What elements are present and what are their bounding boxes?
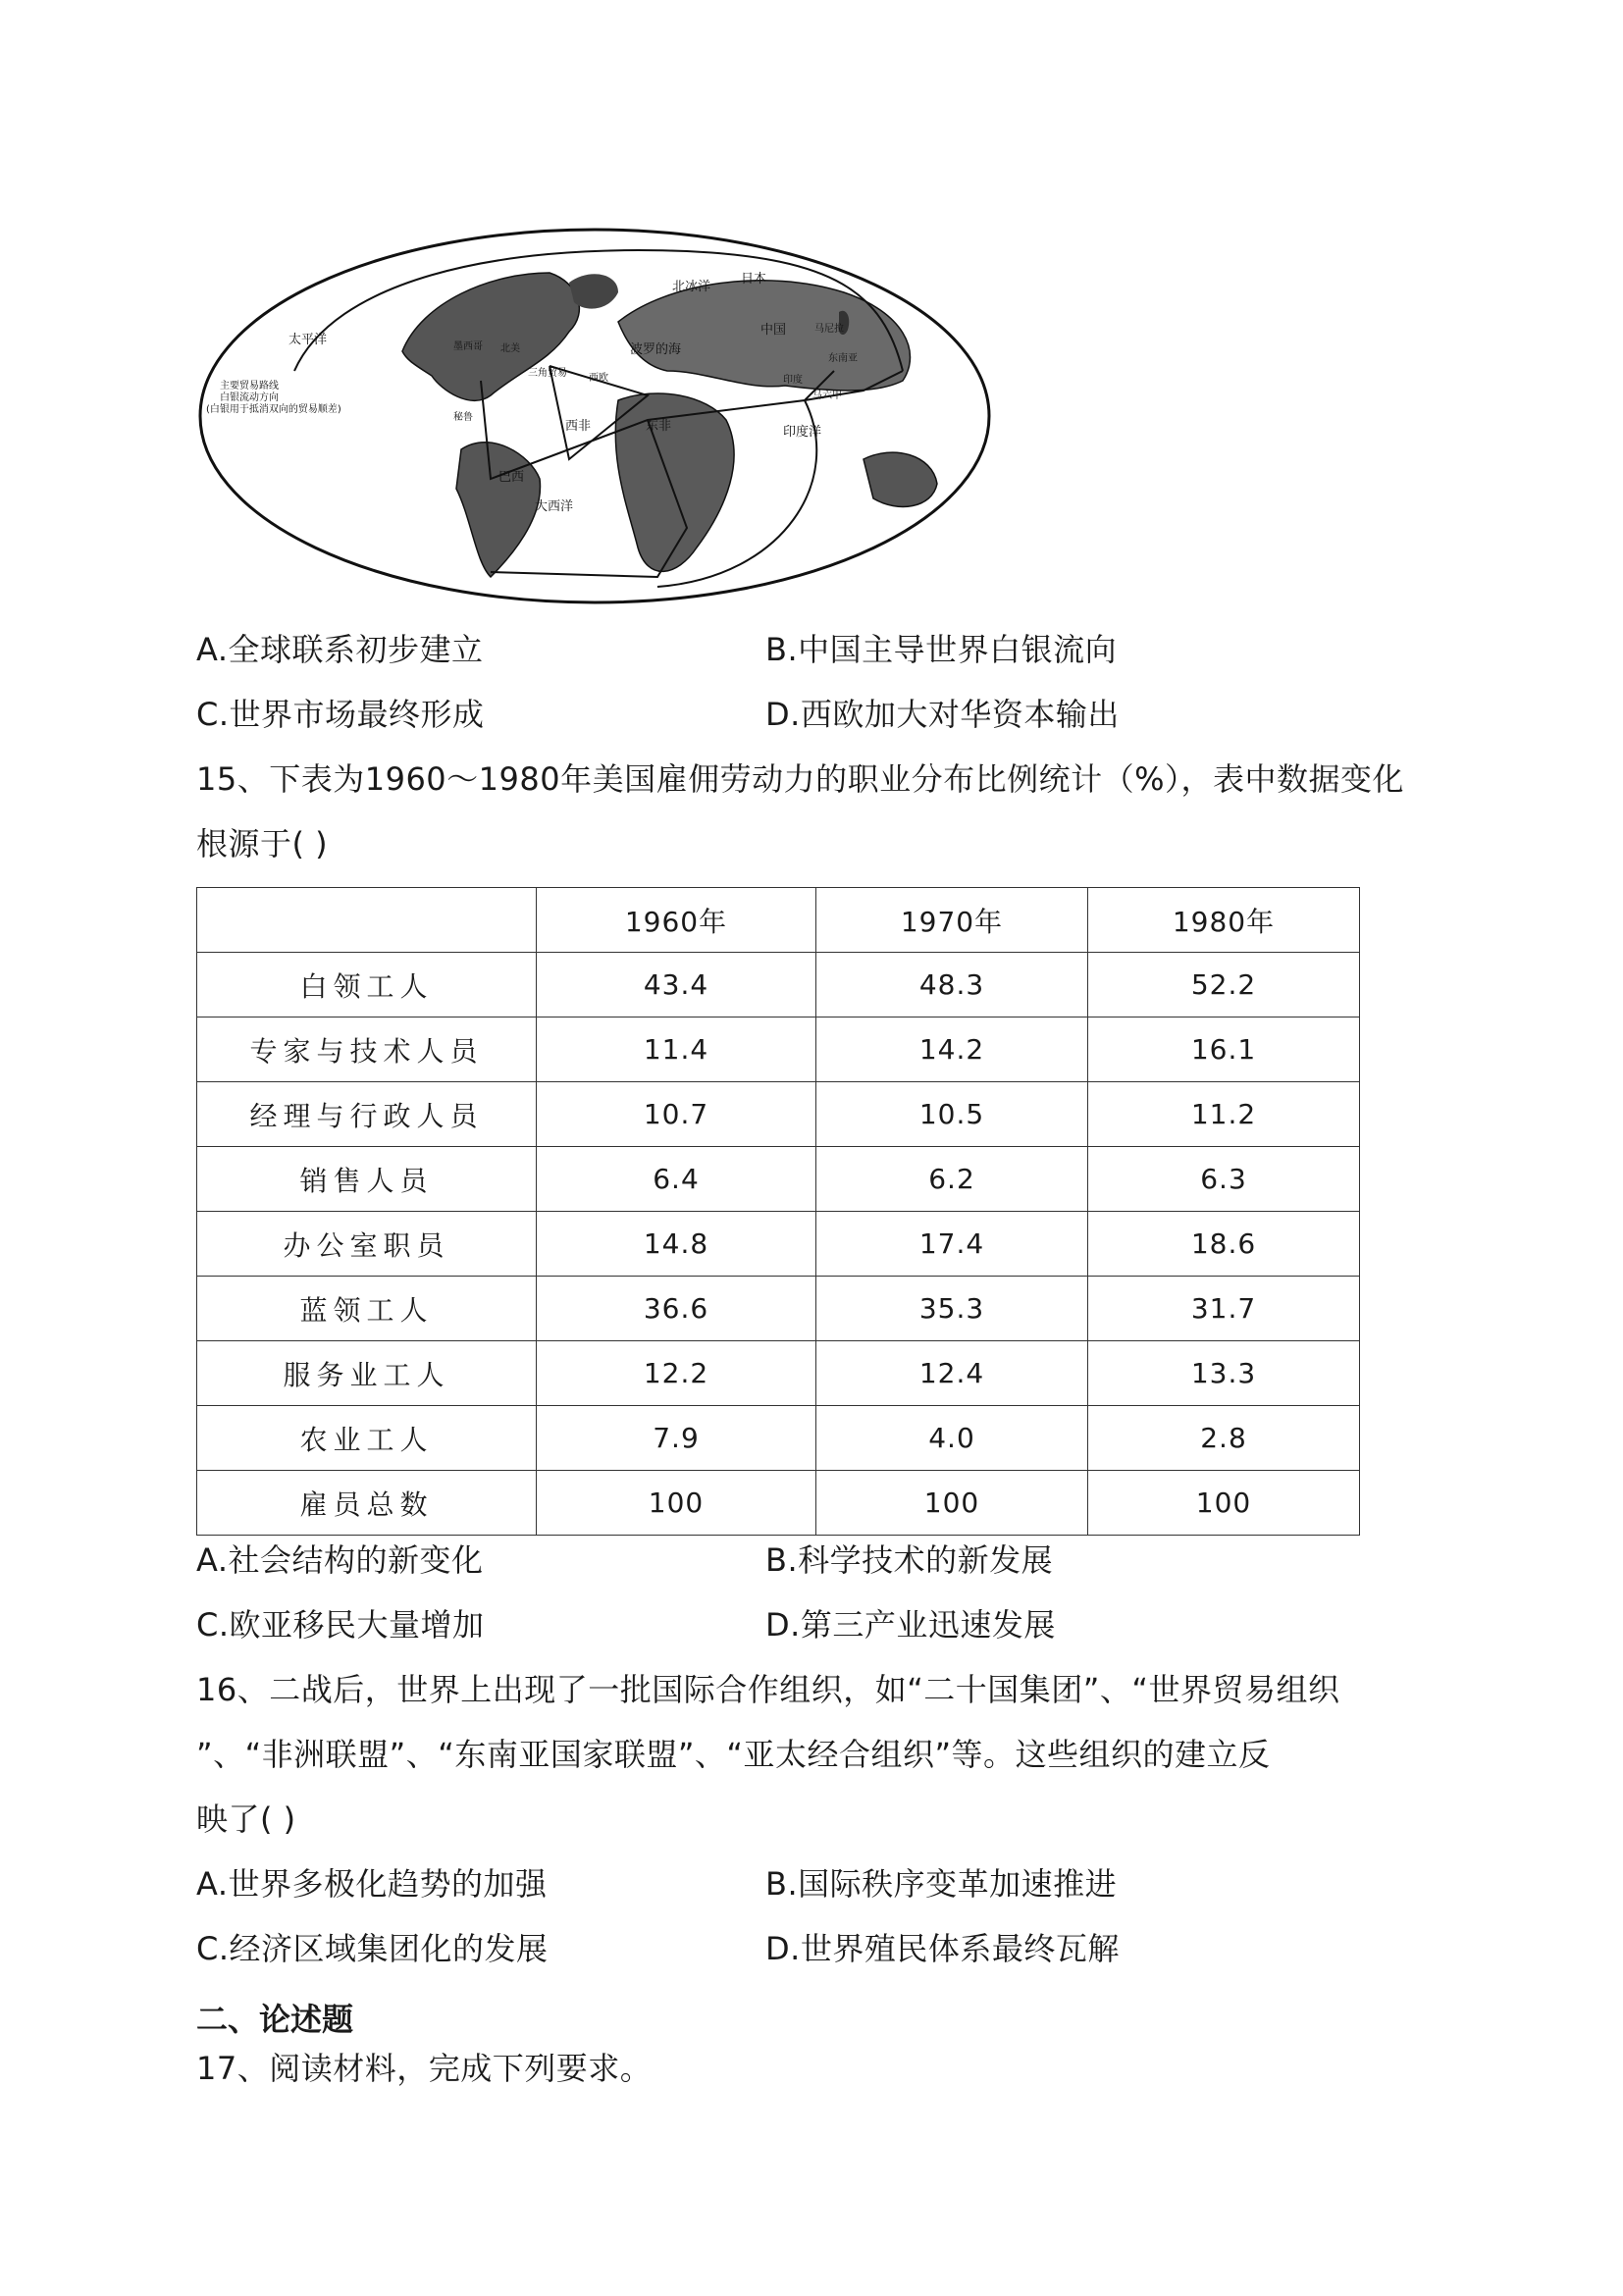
table-cell: 6.2 (816, 1147, 1088, 1212)
q15-option-a: A.社会结构的新变化 (196, 1541, 484, 1579)
table-cell: 12.2 (537, 1341, 816, 1406)
q16-option-d: D.世界殖民体系最终瓦解 (765, 1930, 1120, 1967)
q15-option-b: B.科学技术的新发展 (765, 1541, 1054, 1579)
table-row (197, 1471, 1360, 1536)
table-cell: 4.0 (816, 1406, 1088, 1471)
section-title: 二、论述题 (196, 2001, 354, 2038)
table-cell: 13.3 (1088, 1341, 1360, 1406)
table-cell: 14.8 (537, 1212, 816, 1277)
table-cell: 14.2 (816, 1018, 1088, 1082)
map-legend-silver: 白银流动方向 (220, 392, 279, 403)
table-cell: 12.4 (816, 1341, 1088, 1406)
employment-table (196, 887, 1360, 1536)
table-row-label: 销售人员 (197, 1147, 537, 1212)
table-cell: 31.7 (1088, 1277, 1360, 1341)
table-cell: 35.3 (816, 1277, 1088, 1341)
table-row (197, 1341, 1360, 1406)
table-row (197, 953, 1360, 1018)
q14-option-c: C.世界市场最终形成 (196, 696, 485, 733)
map-label-malacca: 马六甲 (812, 391, 842, 401)
trade-map-figure (196, 224, 993, 608)
q16-option-c: C.经济区域集团化的发展 (196, 1930, 549, 1967)
q15-stem-line1: 15、下表为1960～1980年美国雇佣劳动力的职业分布比例统计（%），表中数据变化 (196, 760, 1405, 798)
map-label-pacific: 太平洋 (288, 333, 328, 347)
table-cell: 11.4 (537, 1018, 816, 1082)
q17-stem: 17、阅读材料，完成下列要求。 (196, 2050, 653, 2087)
q16-stem-line1: 16、二战后，世界上出现了一批国际合作组织，如“二十国集团”、“世界贸易组织 (196, 1671, 1340, 1708)
q15-option-c: C.欧亚移民大量增加 (196, 1606, 485, 1644)
map-label-west-europe: 西欧 (589, 373, 608, 384)
table-cell: 18.6 (1088, 1212, 1360, 1277)
map-label-india: 印度 (783, 375, 803, 386)
world-map-svg (196, 224, 993, 608)
table-cell: 6.4 (537, 1147, 816, 1212)
table-cell: 6.3 (1088, 1147, 1360, 1212)
table-cell: 48.3 (816, 953, 1088, 1018)
q14-option-a: A.全球联系初步建立 (196, 631, 484, 668)
table-row (197, 1212, 1360, 1277)
map-label-atlantic: 大西洋 (535, 499, 574, 514)
q14-option-d: D.西欧加大对华资本输出 (765, 696, 1120, 733)
q15-stem-line2: 根源于( ) (196, 825, 329, 862)
map-label-brazil: 巴西 (498, 470, 525, 485)
table-cell: 43.4 (537, 953, 816, 1018)
map-label-southeast-asia: 东南亚 (828, 353, 858, 364)
table-cell: 100 (816, 1471, 1088, 1536)
table-row-label: 农业工人 (197, 1406, 537, 1471)
map-label-manila: 马尼拉 (814, 324, 844, 335)
table-row-label: 服务业工人 (197, 1341, 537, 1406)
table-row (197, 1147, 1360, 1212)
map-label-east-africa: 东非 (646, 419, 672, 434)
table-row-label: 白领工人 (197, 953, 537, 1018)
map-label-west-africa: 西非 (565, 419, 592, 434)
table-cell: 2.8 (1088, 1406, 1360, 1471)
map-label-north-america: 北美 (500, 343, 520, 354)
table-row (197, 1082, 1360, 1147)
table-header-cell: 1970年 (816, 888, 1088, 953)
table-row (197, 1277, 1360, 1341)
q16-stem-line2: ”、“非洲联盟”、“东南亚国家联盟”、“亚太经合组织”等。这些组织的建立反 (196, 1736, 1271, 1773)
map-label-mexico: 墨西哥 (453, 341, 483, 352)
q15-option-d: D.第三产业迅速发展 (765, 1606, 1056, 1644)
table-row (197, 1406, 1360, 1471)
table-cell: 17.4 (816, 1212, 1088, 1277)
table-cell: 7.9 (537, 1406, 816, 1471)
map-legend-note: (白银用于抵消双向的贸易顺差) (206, 404, 341, 415)
table-cell: 100 (1088, 1471, 1360, 1536)
table-header-cell: 1980年 (1088, 888, 1360, 953)
table-row (197, 1018, 1360, 1082)
table-header-row (197, 888, 1360, 953)
table-cell: 100 (537, 1471, 816, 1536)
table-cell: 36.6 (537, 1277, 816, 1341)
map-label-baltic: 波罗的海 (630, 342, 682, 357)
map-label-indian-ocean: 印度洋 (783, 425, 822, 440)
table-header-cell (197, 888, 537, 953)
map-label-japan: 日本 (741, 272, 767, 287)
table-cell: 16.1 (1088, 1018, 1360, 1082)
table-cell: 10.7 (537, 1082, 816, 1147)
map-label-triangle-trade: 三角贸易 (528, 368, 567, 379)
table-row-label: 雇员总数 (197, 1471, 537, 1536)
table-cell: 52.2 (1088, 953, 1360, 1018)
table-cell: 10.5 (816, 1082, 1088, 1147)
table-row-label: 专家与技术人员 (197, 1018, 537, 1082)
map-legend-routes: 主要贸易路线 (220, 381, 279, 391)
q14-option-b: B.中国主导世界白银流向 (765, 631, 1118, 668)
table-row-label: 办公室职员 (197, 1212, 537, 1277)
q16-stem-line3: 映了( ) (196, 1800, 296, 1838)
table-cell: 11.2 (1088, 1082, 1360, 1147)
q16-option-b: B.国际秩序变革加速推进 (765, 1865, 1118, 1903)
map-label-north-ice: 北冰洋 (672, 280, 711, 294)
table-row-label: 经理与行政人员 (197, 1082, 537, 1147)
map-label-peru: 秘鲁 (453, 412, 473, 423)
q16-option-a: A.世界多极化趋势的加强 (196, 1865, 548, 1903)
map-label-china: 中国 (760, 323, 787, 338)
table-header-cell: 1960年 (537, 888, 816, 953)
table-row-label: 蓝领工人 (197, 1277, 537, 1341)
